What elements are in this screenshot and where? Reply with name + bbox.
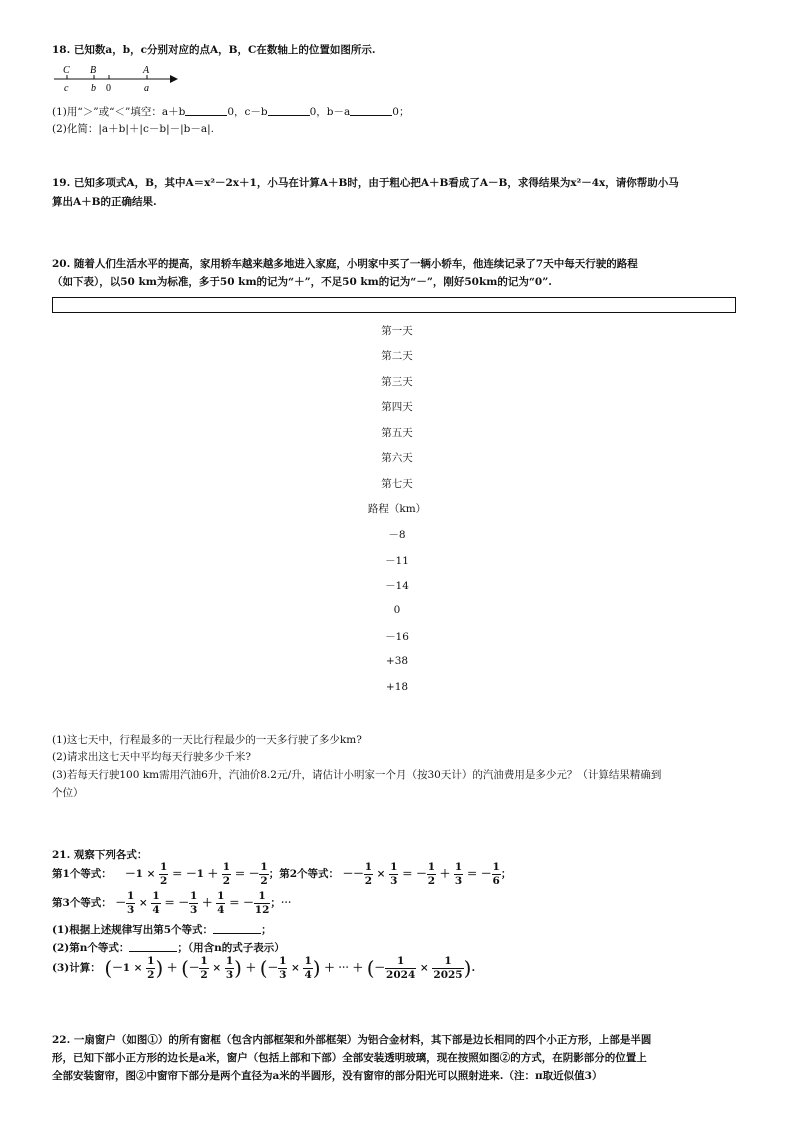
fraction: $\frac{1}{3}$ bbox=[454, 861, 463, 887]
q21-eq1: 第1个等式： －1 × $\frac{1}{2}$ ＝ －1 ＋ $\frac{1}{2}$ ＝ － $\frac{1}{2}$ ；第2个等式： －－ $\frac{1}{2}$ × $\frac{1}{3}$ ＝ － $\frac{1}{2}$ ＋ $\frac{1}{3}$ ＝ － $\frac{1}{6}$ ； bbox=[52, 861, 512, 887]
label-a: a bbox=[144, 83, 149, 94]
q21-p3: (3)计算： (－1 × $\frac{1}{2}$ ) ＋ (－ $\frac{1}{2}$ × $\frac{1}{3}$ ) ＋ (－ $\frac{1}{3}$ × $\frac{1}{4}$ ) ＋ ⋯ ＋ (－ $\frac{1}{2024}$ × $\frac{1}{2025}$ ). bbox=[52, 955, 476, 981]
q21-p2 bbox=[52, 940, 285, 955]
fraction: $\frac{1}{2}$ bbox=[200, 955, 208, 981]
q18-part1-b: 0，c－b bbox=[227, 106, 268, 118]
q22-line3: 全部安装窗帘，图②中窗帘下部分是两个直径为a米的半圆形，没有窗帘的部分阳光可以照射进来.（注：π取近似值3） bbox=[52, 1070, 603, 1082]
number-line-diagram bbox=[52, 62, 182, 98]
fraction: $\frac{1}{2025}$ bbox=[433, 955, 463, 981]
q21-p1 bbox=[52, 922, 272, 937]
q18-part1 bbox=[52, 104, 409, 119]
answer-blank-1[interactable] bbox=[185, 106, 227, 116]
q20-sub3-line1: (3)若每天行驶100 km需用汽油6升，汽油价8.2元/升，请估计小明家一个月（按30天计）的汽油费用是多少元？（计算结果精确到 bbox=[52, 769, 662, 781]
fraction: $\frac{1}{3}$ bbox=[225, 955, 234, 981]
q21-p1-text: (1)根据上述规律写出第5个等式： bbox=[52, 924, 214, 936]
table-header-row bbox=[52, 297, 736, 313]
q18-part2: (2)化简：|a＋b|＋|c－b|－|b－a|. bbox=[52, 123, 215, 135]
label-A: A bbox=[143, 65, 150, 76]
fraction: $\frac{1}{2}$ bbox=[260, 861, 268, 887]
q20-sub3-line2: 个位） bbox=[52, 787, 84, 799]
q19-line2: 算出A＋B的正确结果. bbox=[52, 196, 157, 208]
table-cell: +18 bbox=[385, 681, 409, 693]
fraction: $\frac{1}{6}$ bbox=[492, 861, 500, 887]
q21-p2-text: (2)第n个等式： bbox=[52, 942, 130, 954]
q20-sub2: (2)请求出这七天中平均每天行驶多少千米? bbox=[52, 751, 252, 763]
table-cell: +38 bbox=[385, 655, 409, 667]
table-cell: －11 bbox=[385, 555, 409, 567]
q21-eq3-label: 第3个等式： bbox=[52, 897, 112, 909]
table-cell: －8 bbox=[388, 529, 406, 541]
fraction: $\frac{1}{2}$ bbox=[222, 861, 231, 887]
table-cell: 第二天 bbox=[381, 350, 413, 362]
table-cell: －16 bbox=[385, 631, 409, 643]
table-cell: 第三天 bbox=[381, 376, 413, 388]
q18-stem: 18. 已知数a，b，c分别对应的点A，B，C在数轴上的位置如图所示. bbox=[52, 44, 376, 56]
q21-p3-label: (3)计算： bbox=[52, 962, 101, 974]
table-cell: 第五天 bbox=[381, 427, 413, 439]
q21-p2-end: ；（用含n的式子表示） bbox=[177, 942, 285, 954]
table-cell: 0 bbox=[393, 604, 401, 616]
answer-blank-3[interactable] bbox=[350, 106, 392, 116]
label-b: b bbox=[91, 83, 96, 94]
table-cell: 第一天 bbox=[381, 325, 413, 337]
q21-title: 21. 观察下列各式： bbox=[52, 849, 148, 861]
fraction: $\frac{1}{2}$ bbox=[160, 861, 168, 887]
q21-eq3: 第3个等式： － $\frac{1}{3}$ × $\frac{1}{4}$ ＝ － $\frac{1}{3}$ ＋ $\frac{1}{4}$ ＝ － $\frac{1}{12}$ ；⋯ bbox=[52, 890, 292, 916]
fraction: $\frac{1}{2}$ bbox=[364, 861, 373, 887]
label-c: c bbox=[64, 83, 69, 94]
q22-line1: 22. 一扇窗户（如图①）的所有窗框（包含内部框架和外部框架）为铝合金材料，其下部是边长相同的四个小正方形，上部是半圆 bbox=[52, 1034, 652, 1046]
answer-blank-4[interactable] bbox=[213, 924, 261, 934]
q19-line1: 19. 已知多项式A，B，其中A＝x²－2x＋1，小马在计算A＋B时，由于粗心把A＋B看成了A－B，求得结果为x²－4x，请你帮助小马 bbox=[52, 177, 679, 189]
table-cell: 第四天 bbox=[381, 401, 413, 413]
fraction: $\frac{1}{3}$ bbox=[190, 890, 198, 916]
q21-eq1-label: 第1个等式： bbox=[52, 868, 112, 880]
q20-line2: （如下表），以50 km为标准，多于50 km的记为“＋”，不足50 km的记为“－”，刚好50km的记为“0”. bbox=[52, 276, 552, 288]
fraction: $\frac{1}{3}$ bbox=[279, 955, 287, 981]
fraction: $\frac{1}{2}$ bbox=[427, 861, 436, 887]
q22-line2: 形，已知下部小正方形的边长是a米，窗户（包括上部和下部）全部安装透明玻璃，现在按照如图②的方式，在阴影部分的位置上 bbox=[52, 1052, 647, 1064]
label-B: B bbox=[90, 65, 97, 76]
q21-p1-end: ； bbox=[261, 924, 272, 936]
fraction: $\frac{1}{2}$ bbox=[147, 955, 155, 981]
fraction: $\frac{1}{3}$ bbox=[390, 861, 398, 887]
label-C: C bbox=[63, 65, 70, 76]
answer-blank-5[interactable] bbox=[129, 942, 177, 952]
q18-part1-a: (1)用“＞”或“＜”填空：a＋b bbox=[52, 106, 186, 118]
table-cell: 第六天 bbox=[381, 452, 413, 464]
fraction: $\frac{1}{4}$ bbox=[217, 890, 225, 916]
fraction: $\frac{1}{4}$ bbox=[152, 890, 160, 916]
q18-part1-c: 0，b－a bbox=[309, 106, 351, 118]
fraction: $\frac{1}{4}$ bbox=[304, 955, 312, 981]
fraction: $\frac{1}{3}$ bbox=[126, 890, 135, 916]
number-line-arrow bbox=[170, 75, 178, 83]
table-cell: 路程（km） bbox=[367, 503, 427, 515]
fraction: $\frac{1}{2024}$ bbox=[386, 955, 416, 981]
q20-sub1: (1)这七天中，行程最多的一天比行程最少的一天多行驶了多少km? bbox=[52, 734, 362, 746]
fraction: $\frac{1}{12}$ bbox=[254, 890, 270, 916]
label-0: 0 bbox=[106, 83, 111, 94]
q20-line1: 20. 随着人们生活水平的提高，家用轿车越来越多地进入家庭，小明家中买了一辆小轿车，他连续记录了7天中每天行驶的路程 bbox=[52, 258, 638, 270]
q18-part1-d: 0； bbox=[392, 106, 410, 118]
table-cell: 第七天 bbox=[381, 478, 413, 490]
table-cell: －14 bbox=[385, 580, 409, 592]
answer-blank-2[interactable] bbox=[268, 106, 310, 116]
